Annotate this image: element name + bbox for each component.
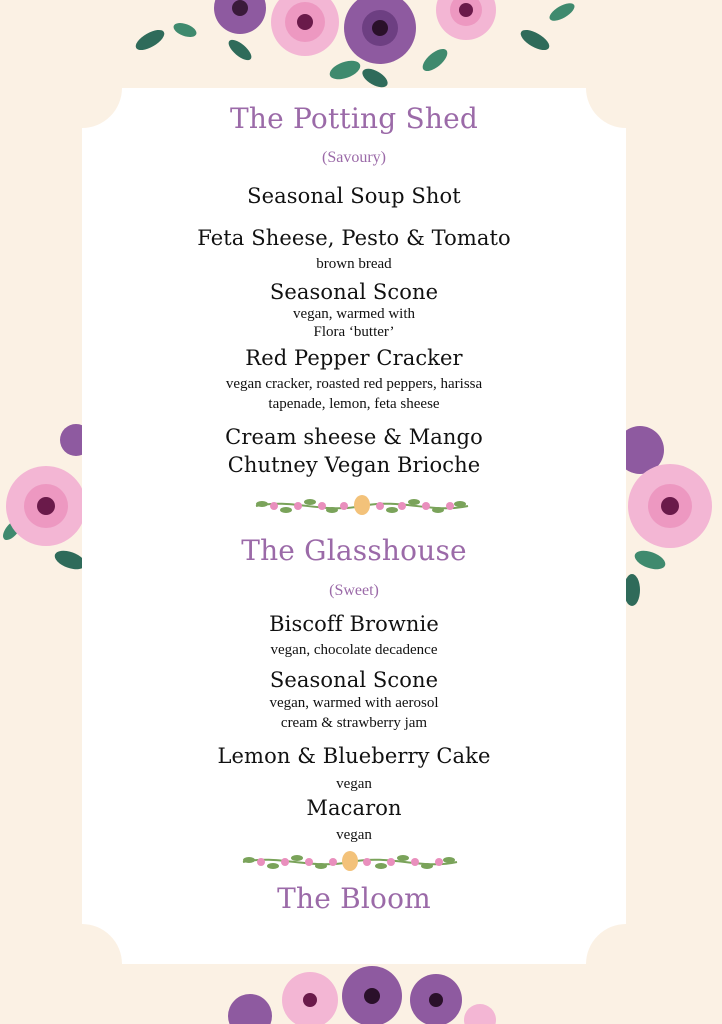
- hibiscus-flower-icon: [271, 0, 339, 56]
- easter-egg-icon: [342, 851, 358, 871]
- flower-cluster-bottom: [210, 960, 510, 1024]
- section-title-bloom: The Bloom: [277, 882, 431, 915]
- menu-item-name: Seasonal Soup Shot: [247, 184, 461, 208]
- section-subtitle-sweet: (Sweet): [329, 582, 379, 599]
- menu-item-name: Seasonal Scone: [269, 280, 439, 304]
- section-title-glasshouse: The Glasshouse: [241, 534, 467, 567]
- leaf-icon: [624, 574, 640, 606]
- menu-item-desc: vegan, warmed with aerosol: [269, 695, 439, 711]
- hibiscus-flower-icon: [342, 966, 402, 1024]
- menu-item-desc: vegan, chocolate decadence: [270, 642, 438, 658]
- hibiscus-flower-icon: [6, 466, 86, 546]
- easter-egg-icon: [354, 495, 370, 515]
- menu-item-name: Chutney Vegan Brioche: [227, 453, 481, 477]
- menu-item-desc: brown bread: [316, 256, 392, 272]
- menu-item-desc: vegan: [336, 776, 372, 792]
- menu-item-desc: vegan cracker, roasted red peppers, harissa: [225, 376, 483, 392]
- menu-item-name: Macaron: [306, 796, 402, 820]
- floral-divider-icon: [239, 850, 461, 876]
- hibiscus-flower-icon: [410, 974, 462, 1024]
- hibiscus-flower-icon: [282, 972, 338, 1024]
- menu-item-name: Feta Sheese, Pesto & Tomato: [197, 226, 511, 250]
- menu-content: [82, 88, 626, 964]
- menu-item-desc: vegan, warmed with: [292, 306, 416, 322]
- menu-item-name: Biscoff Brownie: [269, 612, 439, 636]
- menu-item-name: Seasonal Scone: [269, 668, 439, 692]
- section-subtitle-savoury: (Savoury): [322, 149, 386, 166]
- flower-cluster-right: [620, 420, 722, 610]
- menu-item-name: Red Pepper Cracker: [245, 346, 463, 370]
- hibiscus-flower-icon: [214, 0, 266, 34]
- hibiscus-flower-icon: [464, 1004, 496, 1024]
- floral-divider-icon: [252, 492, 472, 518]
- hibiscus-flower-icon: [628, 464, 712, 548]
- section-title-potting-shed: The Potting Shed: [230, 102, 478, 135]
- hibiscus-flower-icon: [436, 0, 496, 40]
- menu-item-desc: tapenade, lemon, feta sheese: [268, 396, 440, 412]
- leaf-icon: [632, 547, 668, 573]
- flower-cluster-left: [0, 420, 90, 590]
- hibiscus-flower-icon: [228, 994, 272, 1024]
- menu-item-desc: cream & strawberry jam: [280, 715, 428, 731]
- menu-item-desc: vegan: [336, 827, 372, 843]
- menu-item-name: Lemon & Blueberry Cake: [217, 744, 491, 768]
- hibiscus-flower-icon: [344, 0, 416, 64]
- menu-item-desc: Flora ‘butter’: [313, 324, 395, 340]
- menu-item-name: Cream sheese & Mango: [225, 425, 483, 449]
- flower-cluster-top: [130, 0, 590, 90]
